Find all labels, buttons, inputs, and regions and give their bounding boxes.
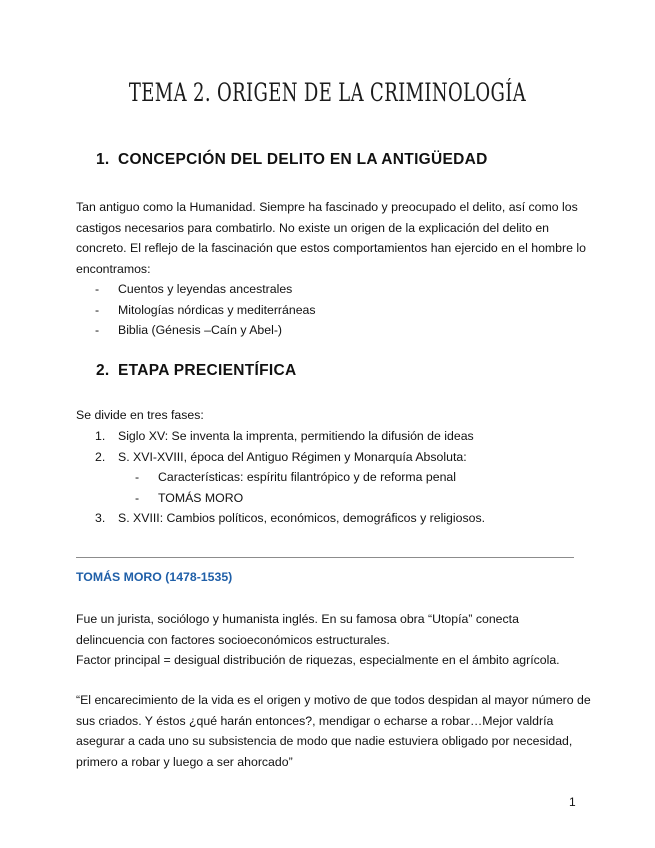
section-1-heading — [96, 151, 488, 169]
list-item: - Características: espíritu filantrópico y de reforma penal — [135, 467, 485, 488]
list-item: 1. Siglo XV: Se inventa la imprenta, permitiendo la difusión de ideas — [95, 426, 485, 447]
paragraph-line: encontramos: — [76, 261, 151, 276]
tomas-moro-paragraph — [76, 609, 560, 671]
horizontal-divider — [76, 557, 574, 558]
paragraph-line: concreto. El reflejo de la fascinación que estos comportamientos han ejercido en el hombre lo — [76, 241, 586, 255]
section-1-bullet-list — [95, 279, 316, 341]
paragraph-line: Tan antiguo como la Humanidad. Siempre ha fascinado y preocupado el delito, así como los — [76, 200, 578, 214]
section-1-number: 1. — [96, 151, 110, 168]
list-item: 3. S. XVIII: Cambios políticos, económicos, demográficos y religiosos. — [95, 508, 485, 529]
quote-line: primero a robar y luego a ser ahorcado” — [76, 754, 293, 769]
item-number: 1. — [95, 429, 106, 443]
dash-marker: - — [135, 470, 140, 484]
tomas-moro-quote — [76, 690, 591, 772]
list-item: - Cuentos y leyendas ancestrales — [95, 279, 316, 300]
section-1-title: CONCEPCIÓN DEL DELITO EN LA ANTIGÜEDAD — [118, 151, 488, 168]
paragraph-line: Factor principal = desigual distribución de riquezas, especialmente en el ámbito agrícola. — [76, 653, 560, 667]
item-number: 3. — [95, 511, 106, 525]
section-2-heading — [96, 362, 297, 380]
section-2-numbered-list — [95, 426, 485, 529]
list-item: - TOMÁS MORO — [135, 488, 485, 509]
dash-marker: - — [95, 323, 100, 337]
list-item: 2. S. XVI-XVIII, época del Antiguo Régimen y Monarquía Absoluta: — [95, 447, 485, 468]
item-number: 2. — [95, 449, 106, 464]
quote-line: “El encarecimiento de la vida es el origen y motivo de que todos despidan al mayor número de — [76, 693, 591, 707]
dash-marker: - — [95, 282, 100, 296]
page-number: 1 — [569, 795, 576, 809]
dash-marker: - — [95, 302, 100, 317]
tomas-moro-heading: TOMÁS MORO (1478-1535) — [76, 570, 233, 584]
section-2-number: 2. — [96, 362, 110, 379]
page-title: TEMA 2. ORIGEN DE LA CRIMINOLOGÍA — [128, 78, 527, 107]
quote-line: sus criados. Y éstos ¿qué harán entonces?, mendigar o echarse a robar…Mejor valdría — [76, 713, 554, 728]
section-2-title: ETAPA PRECIENTÍFICA — [118, 362, 297, 379]
paragraph-line: castigos necesarios para combatirlo. No existe un origen de la explicación del delito en — [76, 220, 550, 235]
quote-line: asegurar a cada uno su subsistencia de modo que nadie estuviera obligado por necesidad, — [76, 734, 573, 748]
section-2-intro: Se divide en tres fases: — [76, 408, 204, 422]
list-item: - Biblia (Génesis –Caín y Abel-) — [95, 320, 316, 341]
section-1-paragraph — [76, 197, 586, 279]
list-item: - Mitologías nórdicas y mediterráneas — [95, 300, 316, 321]
dash-marker: - — [135, 490, 140, 505]
paragraph-line: delincuencia con factores socioeconómicos estructurales. — [76, 632, 390, 647]
paragraph-line: Fue un jurista, sociólogo y humanista inglés. En su famosa obra “Utopía” conecta — [76, 612, 519, 626]
sub-list — [95, 467, 485, 508]
